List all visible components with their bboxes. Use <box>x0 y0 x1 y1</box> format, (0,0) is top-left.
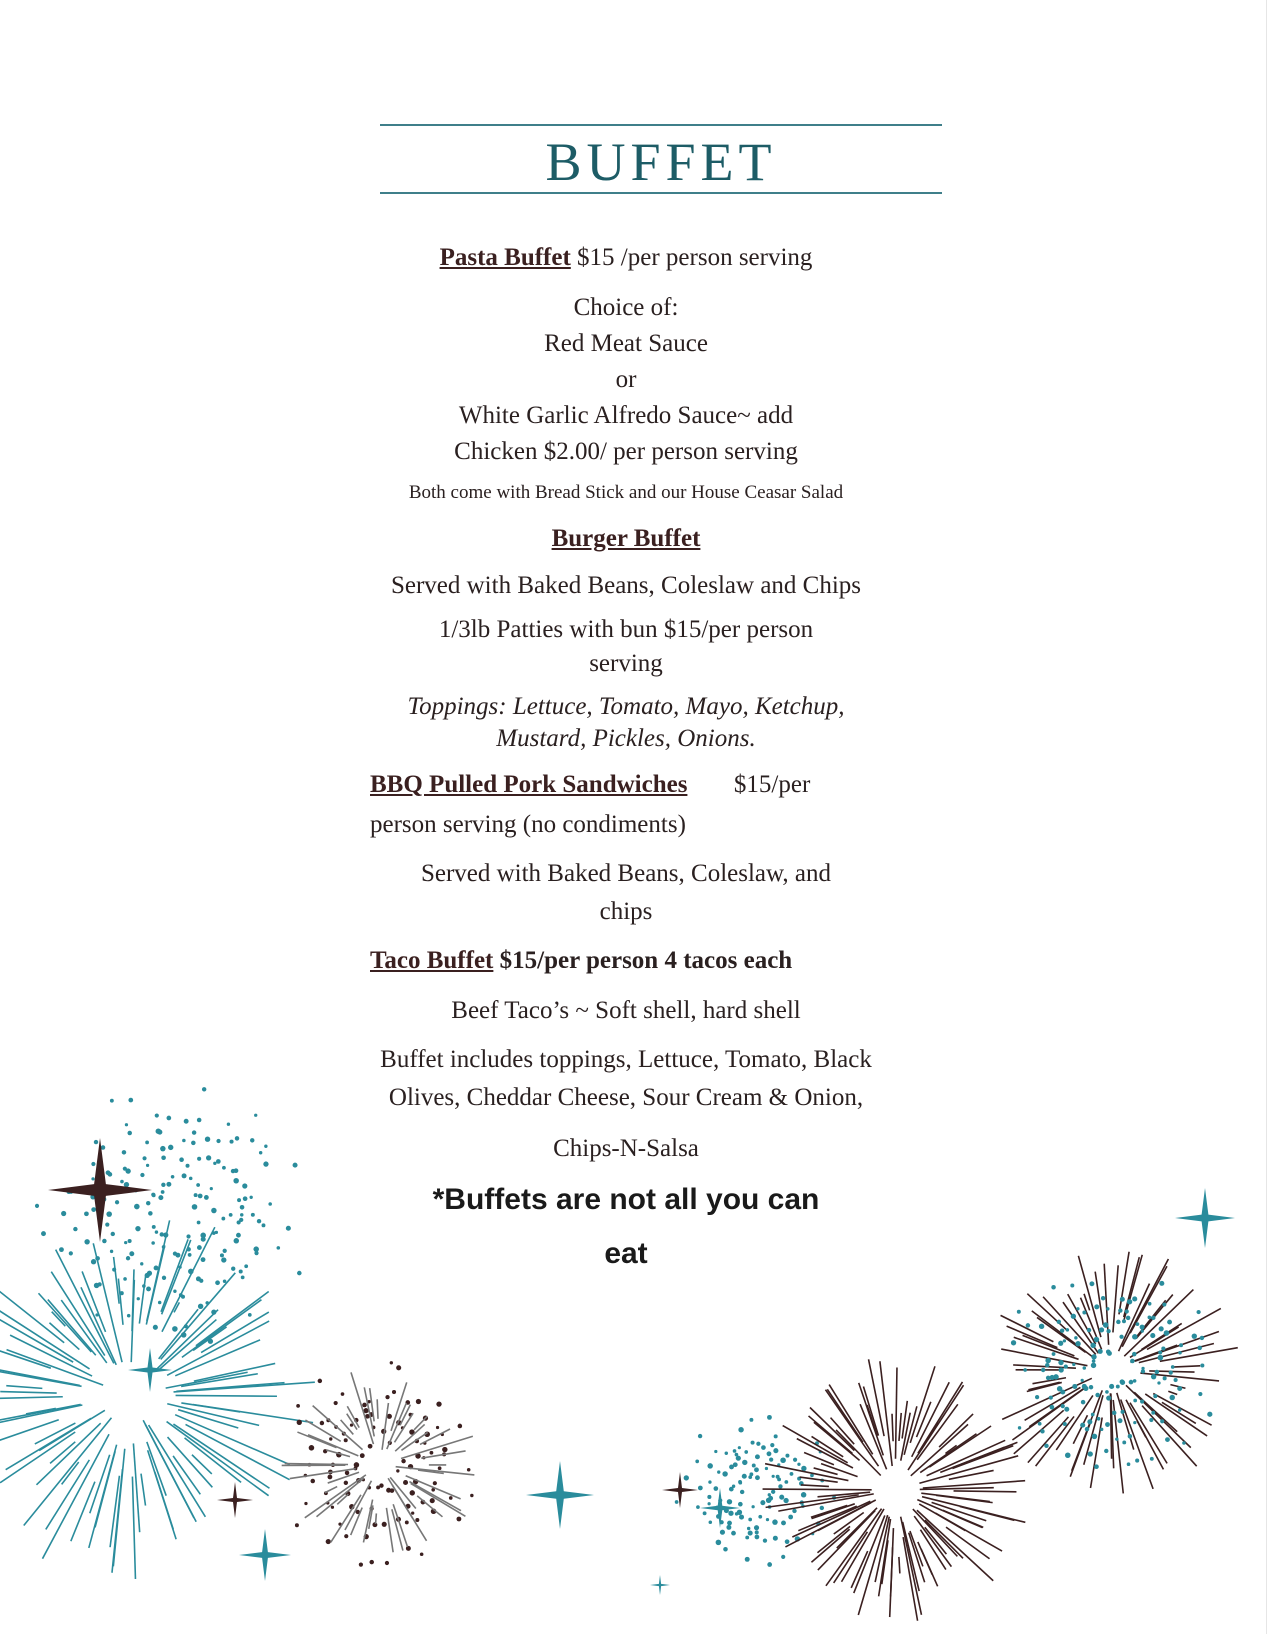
buffet-note: *Buffets are not all you can eat <box>432 1183 820 1270</box>
pasta-choice: Choice of: <box>573 294 679 321</box>
star-teal-tiny <box>650 1575 670 1595</box>
taco-heading: Taco Buffet <box>370 947 494 974</box>
star-teal-center-right <box>700 1488 740 1528</box>
pasta-price: $15 /per person serving <box>577 244 813 271</box>
star-brown-center <box>662 1472 698 1508</box>
firework-brown-lines-right <box>763 1359 1026 1620</box>
firework-brown-lines-farright <box>1001 1252 1238 1494</box>
fireworks-layer <box>0 1087 1238 1621</box>
star-brown-large <box>48 1138 152 1242</box>
firework-teal-lines-left <box>0 1220 315 1579</box>
bbq-price-cont: person serving (no condiments) <box>370 811 686 838</box>
pasta-sides: Both come with Bread Stick and our House Ceasar Salad <box>408 482 844 503</box>
burger-patties: 1/3lb Patties with bun $15/per person serving <box>438 616 814 677</box>
bbq-served: Served with Baked Beans, Coleslaw, and chips <box>420 860 832 925</box>
taco-includes: Buffet includes toppings, Lettuce, Tomato, Black Olives, Cheddar Cheese, Sour Cream & Onion, <box>380 1046 872 1111</box>
taco-beef: Beef Taco’s ~ Soft shell, hard shell <box>451 997 801 1024</box>
pasta-option-white-1: White Garlic Alfredo Sauce~ add <box>458 402 794 429</box>
pasta-option-red: Red Meat Sauce <box>544 330 708 357</box>
star-brown-small-left <box>217 1482 253 1518</box>
pasta-heading: Pasta Buffet <box>439 244 571 271</box>
star-teal-center <box>526 1461 594 1529</box>
pasta-or: or <box>615 366 637 393</box>
bbq-price: $15/per <box>733 771 811 798</box>
star-teal-right <box>1175 1188 1235 1248</box>
taco-price: $15/per person 4 tacos each <box>499 947 793 974</box>
firework-teal-dots-center <box>675 1415 836 1567</box>
pasta-option-white-2: Chicken $2.00/ per person serving <box>454 438 798 465</box>
bbq-heading: BBQ Pulled Pork Sandwiches <box>370 771 688 798</box>
burger-heading: Burger Buffet <box>551 525 701 552</box>
taco-chips: Chips-N-Salsa <box>553 1135 699 1162</box>
burger-toppings: Toppings: Lettuce, Tomato, Mayo, Ketchup, Mustard, Pickles, Onions. <box>407 693 845 752</box>
star-teal-bottom-left <box>239 1529 291 1581</box>
burger-served: Served with Baked Beans, Coleslaw and Chips <box>390 572 862 599</box>
firework-grey-lines-center-left <box>282 1372 475 1552</box>
page-title: BUFFET <box>545 132 777 192</box>
firework-teal-dots-topleft <box>35 1087 302 1344</box>
